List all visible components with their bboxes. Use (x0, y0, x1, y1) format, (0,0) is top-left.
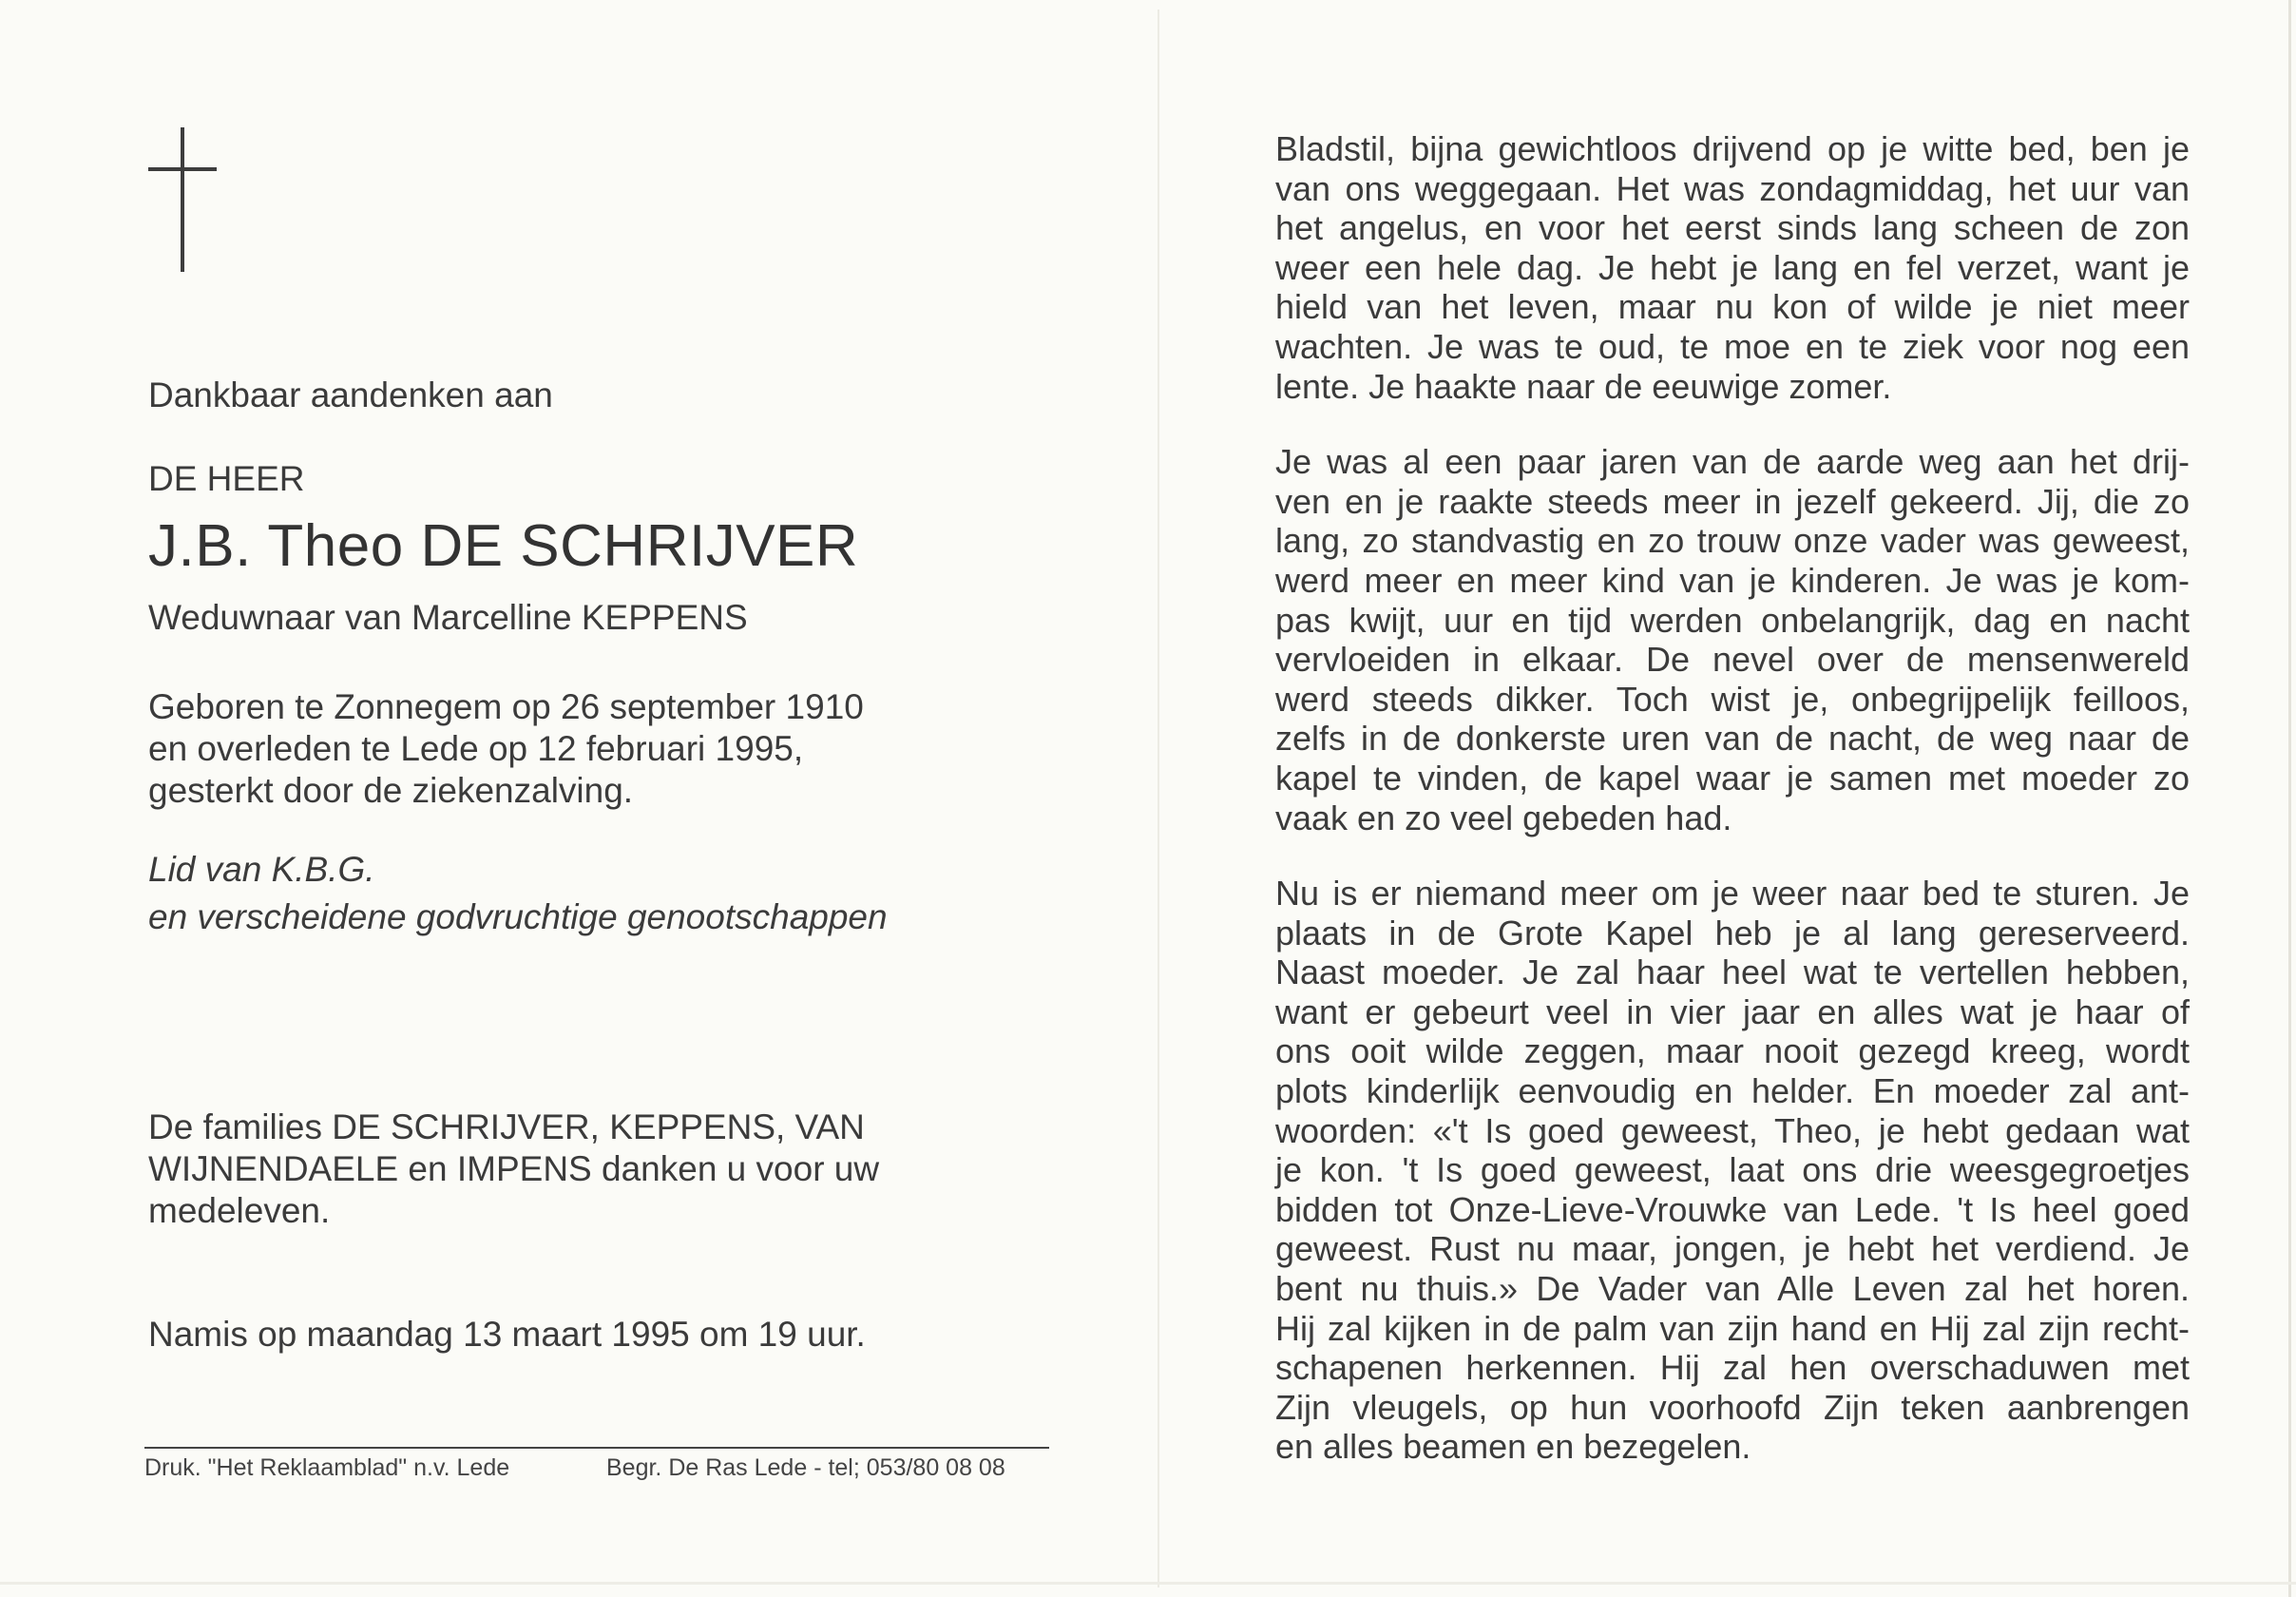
text-line: lente. Je haakte naar de eeuwige zomer. (1275, 366, 1892, 406)
text-line: plots kinderlijk eenvoudig en helder. En moeder zal ant- (1275, 1071, 2190, 1111)
paragraph-1 (1275, 129, 2190, 406)
text-line: ons ooit wilde zeggen, maar nooit gezegd kreeg, wordt (1275, 1031, 2190, 1071)
text-line: wachten. Je was te oud, te moe en te ziek voor nog een (1275, 326, 2190, 366)
text-line: plaats in de Grote Kapel heb je al lang gereserveerd. (1275, 913, 2190, 952)
text-line: Hij zal kijken in de palm van zijn hand en Hij zal zijn recht- (1275, 1308, 2190, 1348)
paragraph-3 (1275, 874, 2190, 1467)
mass-announcement: Namis op maandag 13 maart 1995 om 19 uur. (148, 1315, 866, 1354)
text-line: Naast moeder. Je zal haar heel wat te vertellen hebben, (1275, 952, 2190, 992)
undertaker-credit: Begr. De Ras Lede - tel; 053/80 08 08 (606, 1454, 1005, 1481)
text-line: ven en je raakte steeds meer in jezelf gekeerd. Jij, die zo (1275, 481, 2190, 521)
death-line: en overleden te Lede op 12 februari 1995, (148, 729, 804, 768)
text-line: schapenen herkennen. Hij zal hen overschaduwen met (1275, 1348, 2190, 1388)
card-edge-bottom (0, 1582, 2296, 1585)
text-line: werd meer en meer kind van je kinderen. Je was je kom- (1275, 560, 2190, 600)
intro-text: Dankbaar aandenken aan (148, 375, 553, 414)
text-line: Bladstil, bijna gewichtloos drijvend op je witte bed, ben je (1275, 129, 2190, 168)
text-line: je kon. 't Is goed geweest, laat ons drie weesgegroetjes (1275, 1150, 2190, 1190)
right-panel (1275, 129, 2190, 1503)
thanks-line-1: De families DE SCHRIJVER, KEPPENS, VAN (148, 1107, 865, 1146)
text-line: want er gebeurt veel in vier jaar en alles wat je haar of (1275, 991, 2190, 1031)
text-line: Zijn vleugels, op hun voorhoofd Zijn teken aanbrengen (1275, 1387, 2190, 1427)
cross-icon (148, 127, 217, 272)
paragraph-2 (1275, 442, 2190, 837)
sacrament-line: gesterkt door de ziekenzalving. (148, 771, 634, 810)
text-line: het angelus, en voor het eerst sinds lang scheen de zon (1275, 208, 2190, 248)
thanks-line-2: WIJNENDAELE en IMPENS danken u voor uw (148, 1149, 880, 1188)
text-line: werd steeds dikker. Toch wist je, onbegrijpelijk feilloos, (1275, 679, 2190, 719)
card-fold (1158, 10, 1159, 1587)
text-line: woorden: «'t Is goed geweest, Theo, je hebt gedaan wat (1275, 1110, 2190, 1150)
text-line: Nu is er niemand meer om je weer naar bed te sturen. Je (1275, 874, 2190, 914)
card-edge-right (2288, 0, 2291, 1597)
thanks-line-3: medeleven. (148, 1191, 331, 1230)
text-line: kapel te vinden, de kapel waar je samen met moeder zo (1275, 758, 2190, 798)
deceased-name: J.B. Theo DE SCHRIJVER (148, 513, 859, 579)
text-line: vaak en zo veel gebeden had. (1275, 798, 1732, 837)
text-line: en alles beamen en bezegelen. (1275, 1427, 1751, 1467)
spouse-line: Weduwnaar van Marcelline KEPPENS (148, 598, 748, 637)
text-line: bidden tot Onze-Lieve-Vrouwke van Lede. 't Is heel goed (1275, 1189, 2190, 1229)
birth-line: Geboren te Zonnegem op 26 september 1910 (148, 687, 864, 726)
text-line: hield van het leven, maar nu kon of wilde je niet meer (1275, 287, 2190, 327)
membership-line-2: en verscheidene godvruchtige genootschappen (148, 897, 888, 936)
text-line: van ons weggegaan. Het was zondagmiddag, het uur van (1275, 168, 2190, 208)
text-line: Je was al een paar jaren van de aarde weg aan het drij- (1275, 442, 2190, 482)
text-line: bent nu thuis.» De Vader van Alle Leven zal het horen. (1275, 1269, 2190, 1309)
honorific: DE HEER (148, 459, 305, 498)
text-line: lang, zo standvastig en zo trouw onze vader was geweest, (1275, 521, 2190, 561)
footer-divider (144, 1447, 1049, 1449)
membership-line-1: Lid van K.B.G. (148, 850, 375, 889)
text-line: zelfs in de donkerste uren van de nacht, de weg naar de (1275, 719, 2190, 759)
cross-horizontal (148, 167, 217, 171)
cross-vertical (181, 127, 184, 272)
text-line: geweest. Rust nu maar, jongen, je hebt het verdiend. Je (1275, 1229, 2190, 1269)
printer-credit: Druk. "Het Reklaamblad" n.v. Lede (144, 1454, 510, 1481)
text-line: vervloeiden in elkaar. De nevel over de mensenwereld (1275, 640, 2190, 680)
text-line: pas kwijt, uur en tijd werden onbelangrijk, dag en nacht (1275, 600, 2190, 640)
text-line: weer een hele dag. Je hebt je lang en fel verzet, want je (1275, 247, 2190, 287)
